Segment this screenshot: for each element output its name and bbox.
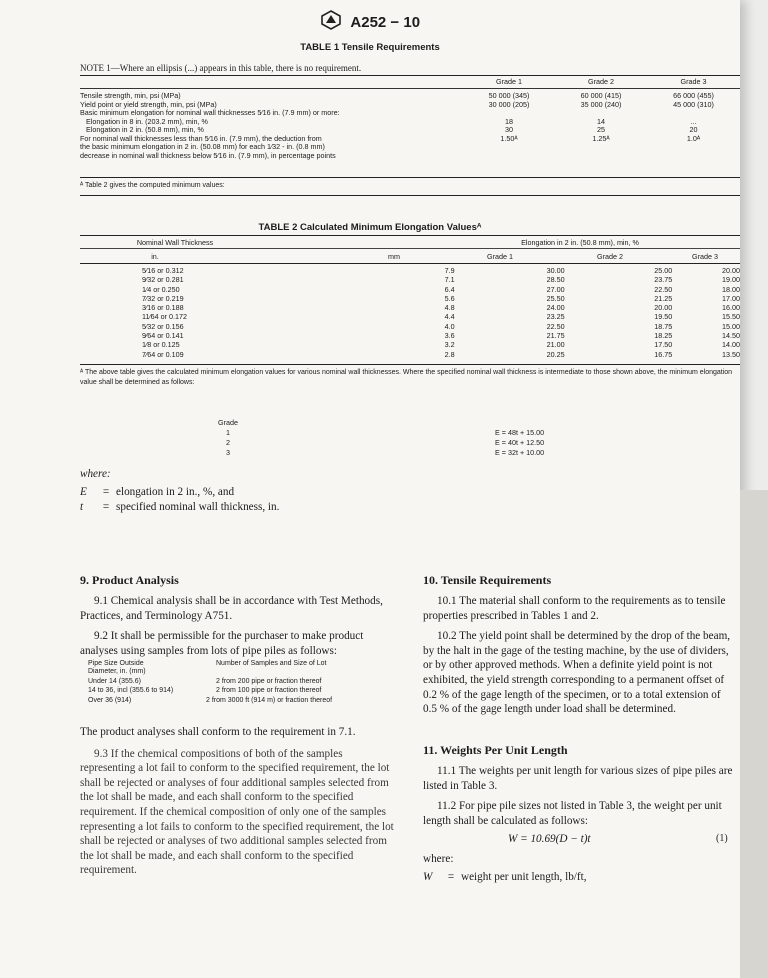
table2-cell: 1⁄8 or 0.125: [142, 340, 180, 350]
table2-cell: 5.6: [444, 293, 455, 303]
table2-group-left: Nominal Wall Thickness: [136, 238, 214, 247]
table2-subhead-rule: [80, 263, 740, 264]
table1-col-grade2: Grade 2: [555, 78, 647, 88]
table2-cell: 16.75: [654, 349, 673, 359]
table2-cell: 7.1: [444, 275, 455, 285]
table1-footnote: ᴬ Table 2 gives the computed minimum values:: [80, 182, 225, 189]
table2-row: [80, 285, 740, 294]
where-label: where:: [80, 468, 111, 480]
table2-row: [80, 275, 740, 284]
table2-cell: 24.00: [546, 303, 565, 313]
table2-cell: 17.50: [654, 340, 673, 350]
section10-heading: 10. Tensile Requirements: [423, 573, 552, 587]
table2-cell: 7⁄32 or 0.219: [142, 293, 184, 303]
section11-where: where:: [423, 853, 454, 865]
sample-table: Pipe Size Outside Diameter, in. (mm) Number of Samples and Size of Lot Under 14 (355.6) 2 from 200 pipe or fraction thereof 14 to 36, incl (355.6 to 914) 2 from 100 pipe or fraction thereof Over 36 (914) 2 from 3000 ft (914 m) or fraction thereof: [88, 660, 333, 704]
section11-body: 11.1 The weights per unit length for various sizes of pipe piles are listed in Table 3. 11.2 For pipe pile sizes not listed in Table 3, the weight per unit length shall be calculated as follows:: [423, 765, 733, 827]
table2-group-right: Elongation in 2 in. (50.8 mm), min, %: [521, 238, 639, 247]
table2-cell: 23.25: [546, 312, 565, 322]
table2-cell: 4.0: [444, 321, 455, 331]
table2-cell: 20.00: [654, 303, 673, 313]
page-header: [0, 10, 740, 35]
table2-cell: 14.00: [722, 340, 740, 350]
table1-row: the basic minimum elongation in 2 in. (50.08 mm) for each 1⁄32 - in. (0.8 mm): [80, 142, 325, 151]
table1-row: Elongation in 8 in. (203.2 mm), min, % 18 14 ...: [86, 116, 697, 126]
table2-row: [80, 350, 740, 359]
designation: A252 − 10: [350, 14, 421, 31]
table1-top-rule: [80, 75, 740, 76]
table2-cell: 21.25: [654, 293, 673, 303]
where-defs: E = elongation in 2 in., %, and t = specified nominal wall thickness, in.: [80, 486, 280, 513]
table1-note: NOTE 1—Where an ellipsis (...) appears in this table, there is no requirement.: [80, 63, 362, 73]
table2-cell: 4.8: [444, 303, 455, 313]
table2-cell: 7.9: [444, 266, 455, 275]
table2-cell: 27.00: [546, 284, 565, 294]
table2-cell: 3⁄16 or 0.188: [142, 303, 184, 313]
equation-number: (1): [716, 833, 728, 844]
table2-cell: 19.00: [722, 275, 740, 285]
weight-formula: W = 10.69(D − t)t: [508, 833, 591, 845]
table2-cell: 21.00: [546, 340, 565, 350]
table2-cell: 30.00: [546, 266, 565, 275]
table2-cell: 5⁄16 or 0.312: [142, 266, 184, 275]
table2-cell: 1⁄4 or 0.250: [142, 284, 180, 294]
table2-cell: 16.00: [722, 303, 740, 313]
table2-cell: 22.50: [654, 284, 673, 294]
table2-cell: 9⁄64 or 0.141: [142, 331, 184, 341]
section10-body: 10.1 The material shall conform to the requirements as to tensile properties prescribed in Tables 1 and 2. 10.2 The yield point shall be determined by the drop of the beam, by the halt in the gage of the testing machine, by the use of dividers, or by other approved methods. When a definite yield point is not exhibited, the yield strength corresponding to a permanent offset of 0.2 % of the gage length of the specimen, or to a total extension of 0.5 % of the gage length under load shall be determined.: [423, 595, 731, 716]
table1-bottom-rule: [80, 177, 740, 178]
table2-group-rule: [80, 248, 740, 249]
table2-cell: 11⁄64 or 0.172: [142, 312, 188, 322]
table2-cell: 20.25: [546, 349, 565, 359]
table2-cell: 13.50: [722, 349, 740, 359]
table2-footnote: ᴬ The above table gives the calculated minimum elongation values for various nominal wall thicknesses. Where the specified nominal wall thickness is intermediate to those shown above, the minimum elongation value shall be determined as follows:: [80, 369, 733, 386]
table1-row: decrease in nominal wall thickness below 5⁄16 in. (7.9 mm), in percentage points: [80, 150, 336, 160]
table2-cell: 3.2: [444, 340, 455, 350]
section11-heading: 11. Weights Per Unit Length: [423, 743, 568, 757]
table1-footnote-rule: [80, 195, 740, 196]
table2-cell: 18.75: [654, 321, 673, 331]
table2-row: [80, 266, 740, 275]
table1-row: Tensile strength, min, psi (MPa) 50 000 (345) 60 000 (415) 66 000 (455): [80, 91, 714, 100]
table2-cell: 17.00: [722, 293, 740, 303]
table1: [80, 78, 740, 160]
table2-row: [80, 303, 740, 312]
table2-cell: 18.25: [654, 331, 673, 341]
page-edge-shadow: [740, 490, 768, 978]
formula-list: E = 48t + 15.00 E = 40t + 12.50 E = 32t + 10.00: [495, 428, 545, 457]
table2-cell: 4.4: [444, 312, 455, 322]
section9-body: 9.1 Chemical analysis shall be in accordance with Test Methods, Practices, and Terminology A751. 9.2 It shall be permissible for the purchaser to make product analyses using samples from lots of pipe piles as follows:: [80, 595, 383, 657]
table2-cell: 22.50: [546, 321, 565, 331]
table2-top-rule: [80, 235, 740, 236]
table1-row: Elongation in 2 in. (50.8 mm), min, % 30 25 20: [86, 125, 698, 134]
table2-cell: 7⁄64 or 0.109: [142, 349, 184, 359]
table2-body: [80, 266, 740, 359]
table2-cell: 5⁄32 or 0.156: [142, 321, 184, 331]
table2-row: [80, 331, 740, 340]
section9-body-continued: The product analyses shall conform to the requirement in 7.1. 9.3 If the chemical compositions of both of the samples representing a lot fail to conform to the specified requirement, the lot shall be rejected or analyses of four additional samples selected from the lot shall be made, and each shall conform to the specified requirement. If the chemical composition of only one of the samples representing a lot fails to conform to the specified requirement, the lot shall be rejected or analyses of two additional samples selected from the lot shall be made, and each shall conform to the specified requirement.: [80, 726, 394, 877]
section11-def: W = weight per unit length, lb/ft,: [423, 871, 587, 883]
table2: [80, 252, 740, 261]
table1-row: Basic minimum elongation for nominal wall thicknesses 5⁄16 in. (7.9 mm) or more:: [80, 108, 340, 117]
table1-col-grade1: Grade 1: [463, 78, 555, 88]
table2-subhead-row: in. mm Grade 1 Grade 2 Grade 3: [151, 252, 718, 261]
table2-cell: 2.8: [444, 349, 455, 359]
table1-row: Yield point or yield strength, min, psi (MPa) 30 000 (205) 35 000 (240) 45 000 (310): [80, 99, 714, 109]
table2-cell: 23.75: [654, 275, 673, 285]
table2-cell: 3.6: [444, 331, 455, 341]
table2-cell: 28.50: [546, 275, 565, 285]
table2-cell: 25.00: [654, 266, 673, 275]
table2-cell: 21.75: [546, 331, 565, 341]
table2-cell: 25.50: [546, 293, 565, 303]
table2-row: [80, 294, 740, 303]
table1-col-grade3: Grade 3: [647, 78, 740, 88]
table2-cell: 19.50: [654, 312, 673, 322]
table2-bottom-rule: [80, 364, 740, 365]
table2-cell: 14.50: [722, 331, 740, 341]
section9-heading: 9. Product Analysis: [80, 573, 179, 587]
table2-cell: 15.50: [722, 312, 740, 322]
table1-row: For nominal wall thicknesses less than 5⁄16 in. (7.9 mm), the deduction from 1.50ᴬ 1.25ᴬ 1.0ᴬ: [80, 133, 701, 143]
grade-list: Grade 1 2 3: [218, 418, 238, 457]
table2-cell: 9⁄32 or 0.281: [142, 275, 184, 285]
table2-title: TABLE 2 Calculated Minimum Elongation Valuesᴬ: [258, 222, 482, 233]
table2-cell: 18.00: [722, 284, 740, 294]
table2-cell: 20.00: [722, 266, 740, 275]
table2-cell: 15.00: [722, 321, 740, 331]
astm-logo-icon: [320, 10, 342, 35]
table2-cell: 6.4: [444, 284, 455, 294]
table2-row: [80, 322, 740, 331]
table1-title: TABLE 1 Tensile Requirements: [300, 42, 440, 53]
table2-row: [80, 312, 740, 321]
table2-row: [80, 340, 740, 349]
